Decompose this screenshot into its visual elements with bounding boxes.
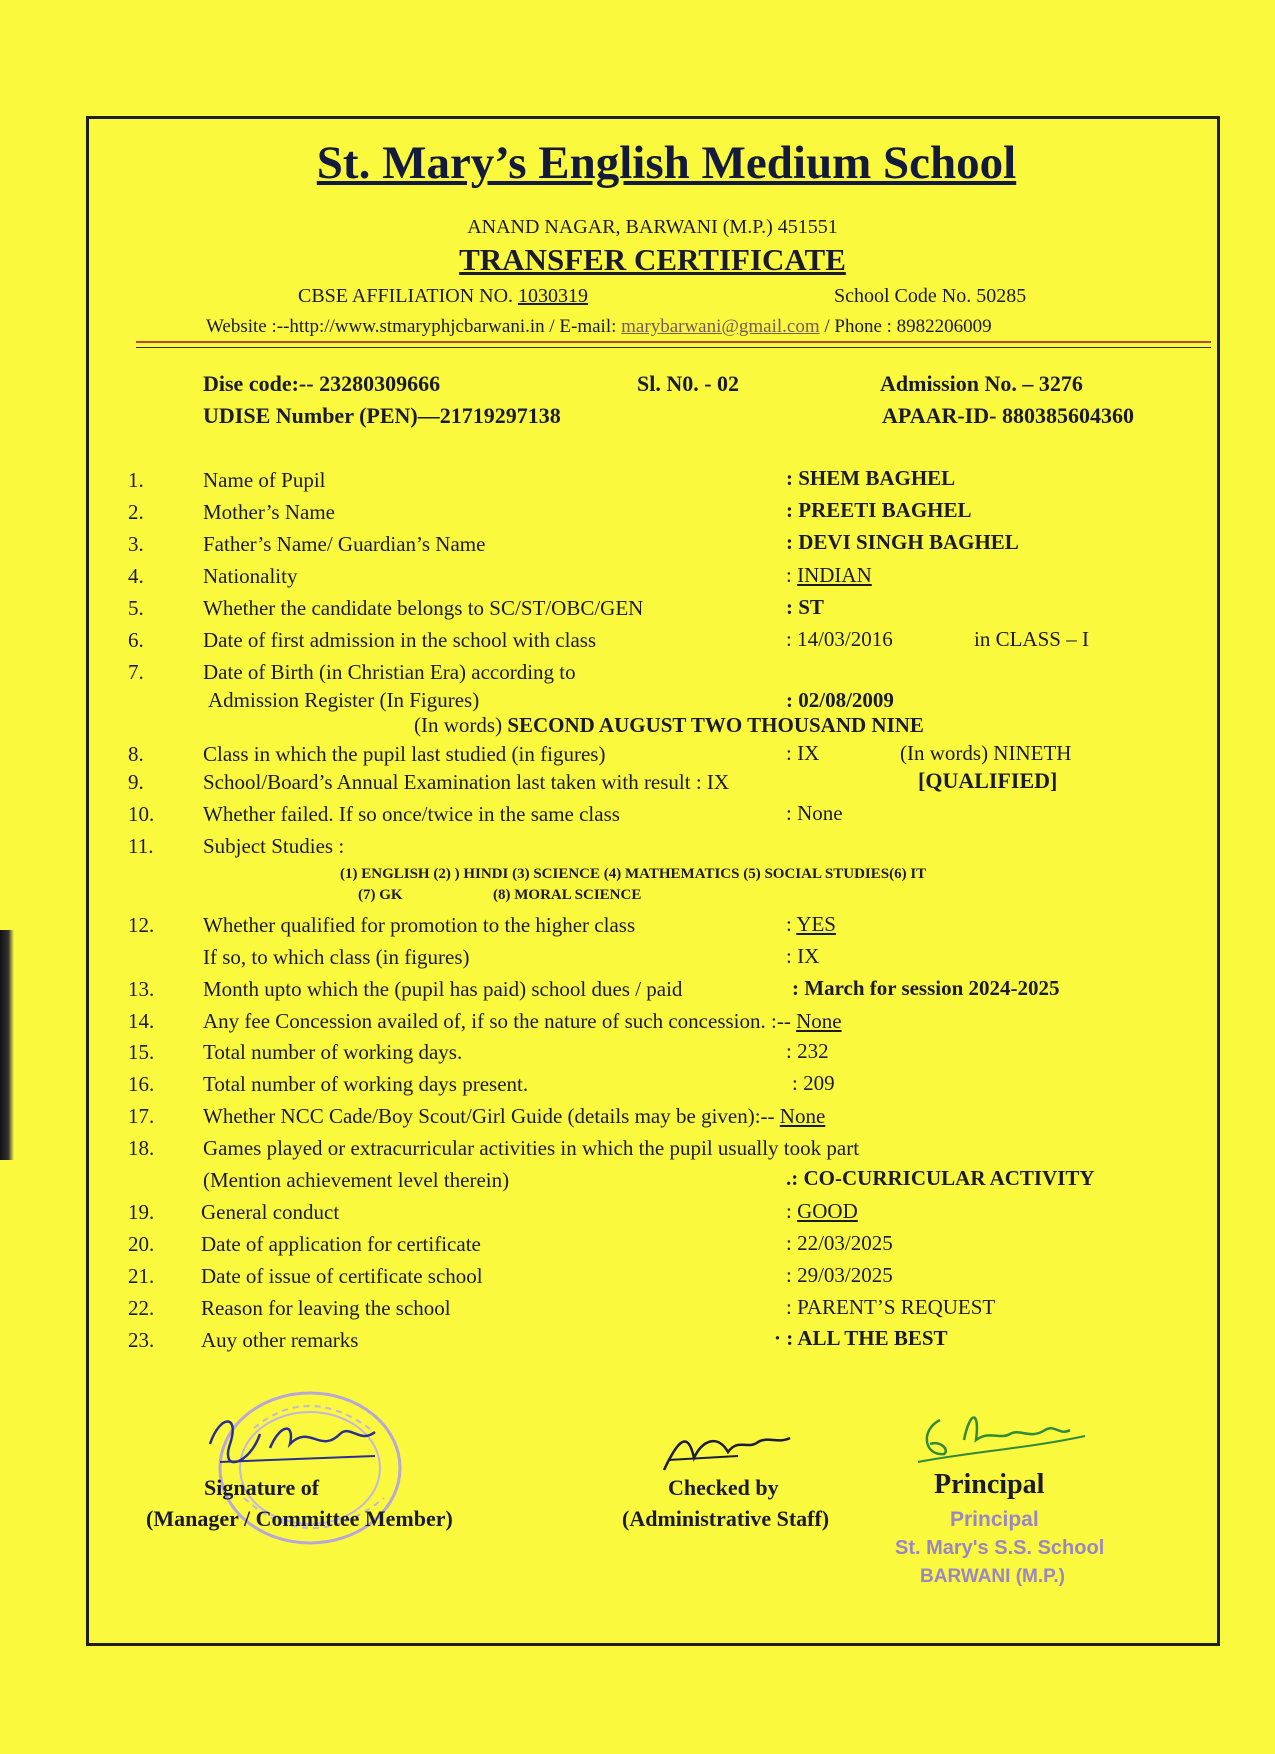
principal-label: Principal bbox=[934, 1469, 1045, 1500]
serial-number: Sl. N0. - 02 bbox=[637, 371, 740, 396]
divider bbox=[136, 341, 1211, 343]
principal-stamp: St. Mary's S.S. School bbox=[895, 1537, 1105, 1559]
contact-line: Website :--http://www.stmaryphjcbarwani.in / E-mail: marybarwani@gmail.com / Phone : 8982206009 bbox=[206, 316, 992, 337]
school-address: ANAND NAGAR, BARWANI (M.P.) 451551 bbox=[467, 216, 838, 238]
checked-by-label: Checked by bbox=[668, 1475, 779, 1500]
signature-role: (Manager / Committee Member) bbox=[146, 1506, 453, 1531]
principal-signature bbox=[910, 1400, 1090, 1470]
subjects-line: (8) MORAL SCIENCE bbox=[493, 887, 642, 903]
manager-signature bbox=[200, 1404, 400, 1474]
affiliation: CBSE AFFILIATION NO. 1030319 bbox=[298, 285, 589, 307]
checked-by-role: (Administrative Staff) bbox=[622, 1506, 830, 1531]
udise-number: UDISE Number (PEN)—21719297138 bbox=[203, 403, 561, 428]
scan-shadow bbox=[0, 930, 14, 1160]
principal-stamp: Principal bbox=[950, 1508, 1039, 1531]
apaar-id: APAAR-ID- 880385604360 bbox=[882, 403, 1134, 428]
subjects-line: (1) ENGLISH (2) ) HINDI (3) SCIENCE (4) MATHEMATICS (5) SOCIAL STUDIES(6) IT bbox=[340, 866, 927, 882]
certificate-title: TRANSFER CERTIFICATE bbox=[459, 242, 846, 277]
school-name: St. Mary’s English Medium School bbox=[316, 137, 1017, 189]
principal-stamp: BARWANI (M.P.) bbox=[920, 1566, 1065, 1587]
email-link[interactable]: marybarwani@gmail.com bbox=[621, 316, 820, 337]
divider bbox=[136, 347, 1211, 348]
staff-signature bbox=[658, 1420, 798, 1480]
subjects-line: (7) GK bbox=[358, 887, 403, 903]
signature-label: Signature of bbox=[204, 1475, 320, 1500]
dise-code: Dise code:-- 23280309666 bbox=[203, 371, 441, 396]
admission-number: Admission No. – 3276 bbox=[880, 371, 1083, 396]
school-code: School Code No. 50285 bbox=[834, 285, 1027, 307]
